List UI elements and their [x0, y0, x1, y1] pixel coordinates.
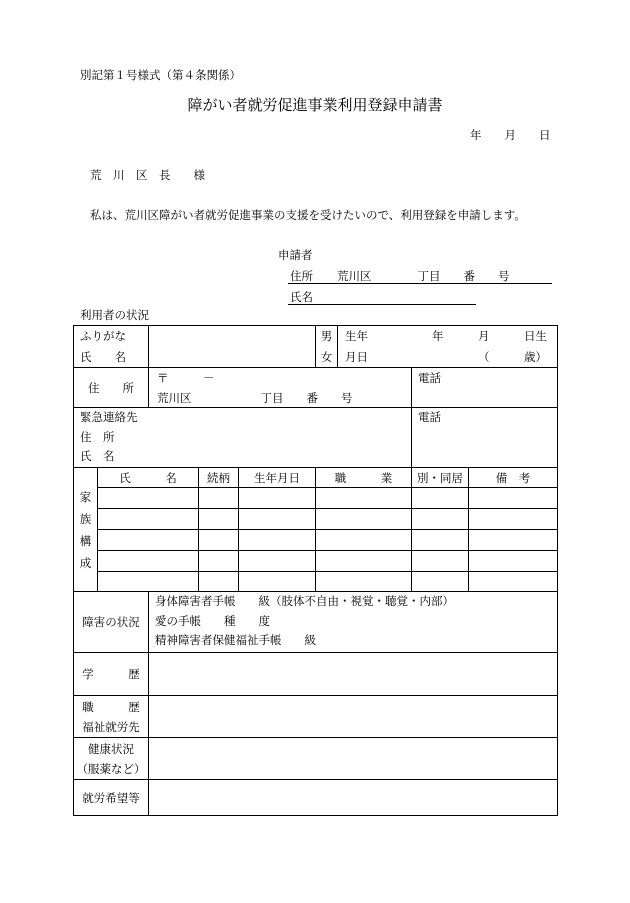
family-relation-cell [199, 530, 239, 551]
family-label-cell [74, 468, 98, 592]
address-value-cell [149, 368, 412, 408]
name-value-cell [149, 326, 316, 368]
physical-disability-line: 身体障害者手帳 級（肢体不自由・視覚・聴覚・内部） [155, 594, 454, 608]
family-header-name-label: 氏 名 [119, 470, 177, 485]
medication-label: （服薬など） [76, 761, 146, 776]
family-occupation-cell [316, 488, 412, 509]
family-birthdate-cell [239, 572, 316, 592]
family-header-remarks-label: 備 考 [495, 470, 531, 485]
health-label: 健康状況 [88, 741, 134, 756]
document-title: 障がい者就労促進事業利用登録申請書 [187, 96, 443, 114]
sex-male-label: 男 [320, 329, 333, 343]
family-relation-cell [199, 509, 239, 530]
family-label: 家族構成 [79, 489, 92, 570]
work-history-label-cell [74, 696, 149, 738]
user-status-table [73, 325, 558, 816]
emergency-address-label: 住 所 [80, 429, 115, 444]
applicant-address-line [288, 269, 552, 284]
family-occupation-cell [316, 551, 412, 572]
furigana-label: ふりがな [80, 329, 126, 343]
birth-date-template: 年 月 日生 [432, 329, 547, 343]
family-cohabitation-cell [412, 551, 469, 572]
welfare-work-label: 福祉就労先 [82, 719, 140, 734]
mental-health-line: 精神障害者保健福祉手帳 級 [155, 633, 316, 647]
employment-wishes-label-cell [74, 780, 149, 816]
date-line: 年 月 日 [470, 128, 551, 142]
addressee: 荒 川 区 長 様 [90, 168, 205, 182]
applicant-name-label: 氏名 [290, 290, 313, 304]
emergency-contact-cell [74, 408, 412, 468]
family-header-birthdate [239, 468, 316, 488]
education-label-cell [74, 653, 149, 696]
health-value-cell [149, 738, 558, 780]
disability-label: 障害の状況 [82, 615, 140, 629]
employment-wishes-value-cell [149, 780, 558, 816]
ai-techo-line: 愛の手帳 種 度 [155, 613, 270, 628]
family-relation-cell [199, 488, 239, 509]
work-history-label: 職 歴 [82, 699, 140, 714]
birth-label-top: 生年 [345, 329, 368, 343]
statement: 私は、荒川区障がい者就労促進事業の支援を受けたいので、利用登録を申請します。 [90, 208, 526, 222]
emergency-phone-label: 電話 [418, 410, 441, 424]
family-cohabitation-cell [412, 572, 469, 592]
family-occupation-cell [316, 572, 412, 592]
birth-date-cell [338, 326, 558, 368]
family-relation-cell [199, 551, 239, 572]
applicant-name-line [288, 290, 476, 305]
family-cohabitation-cell [412, 488, 469, 509]
family-header-birthdate-label: 生年月日 [254, 470, 300, 485]
family-header-remarks [469, 468, 558, 488]
family-birthdate-cell [239, 488, 316, 509]
family-header-occupation-label: 職 業 [334, 470, 393, 485]
family-birthdate-cell [239, 551, 316, 572]
age-template: （ 歳） [478, 350, 547, 364]
address-label-cell [74, 368, 149, 408]
address-label: 住 所 [88, 380, 134, 395]
birth-label-bottom: 月日 [345, 350, 368, 364]
family-birthdate-cell [239, 530, 316, 551]
family-header-cohabitation-label: 別・同居 [417, 470, 463, 485]
family-cohabitation-cell [412, 530, 469, 551]
phone-label: 電話 [418, 371, 441, 385]
family-remarks-cell [469, 572, 558, 592]
family-cohabitation-cell [412, 509, 469, 530]
user-status-heading: 利用者の状況 [80, 308, 149, 322]
form-reference: 別記第１号様式（第４条関係） [80, 68, 241, 82]
family-remarks-cell [469, 551, 558, 572]
postal-code-template: 〒 － [157, 371, 215, 385]
emergency-name-label: 氏 名 [80, 449, 115, 463]
family-occupation-cell [316, 530, 412, 551]
family-name-cell [98, 530, 199, 551]
family-birthdate-cell [239, 509, 316, 530]
name-label-cell [74, 326, 149, 368]
family-occupation-cell [316, 509, 412, 530]
disability-content-cell [149, 592, 558, 653]
family-header-relation-label: 続柄 [207, 470, 230, 485]
family-remarks-cell [469, 488, 558, 509]
education-value-cell [149, 653, 558, 696]
family-header-relation [199, 468, 239, 488]
family-header-cohabitation [412, 468, 469, 488]
emergency-phone-cell [412, 408, 558, 468]
name-label: 氏 名 [80, 350, 126, 364]
work-history-value-cell [149, 696, 558, 738]
family-header-occupation [316, 468, 412, 488]
family-name-cell [98, 509, 199, 530]
family-name-cell [98, 572, 199, 592]
family-relation-cell [199, 572, 239, 592]
sex-cell [316, 326, 338, 368]
phone-cell [412, 368, 558, 408]
applicant-address-value: 荒川区 丁目 番 号 [337, 269, 510, 283]
disability-label-cell [74, 592, 149, 653]
education-label: 学 歴 [82, 667, 140, 681]
address-template: 荒川区 丁目 番 号 [157, 391, 353, 405]
employment-wishes-label: 就労希望等 [82, 790, 140, 805]
applicant-address-label: 住所 [290, 269, 313, 283]
family-name-cell [98, 551, 199, 572]
family-remarks-cell [469, 530, 558, 551]
family-name-cell [98, 488, 199, 509]
family-header-name [98, 468, 199, 488]
emergency-contact-label: 緊急連絡先 [80, 410, 138, 424]
health-label-cell [74, 738, 149, 780]
applicant-heading: 申請者 [278, 248, 313, 262]
sex-female-label: 女 [320, 350, 333, 364]
family-remarks-cell [469, 509, 558, 530]
